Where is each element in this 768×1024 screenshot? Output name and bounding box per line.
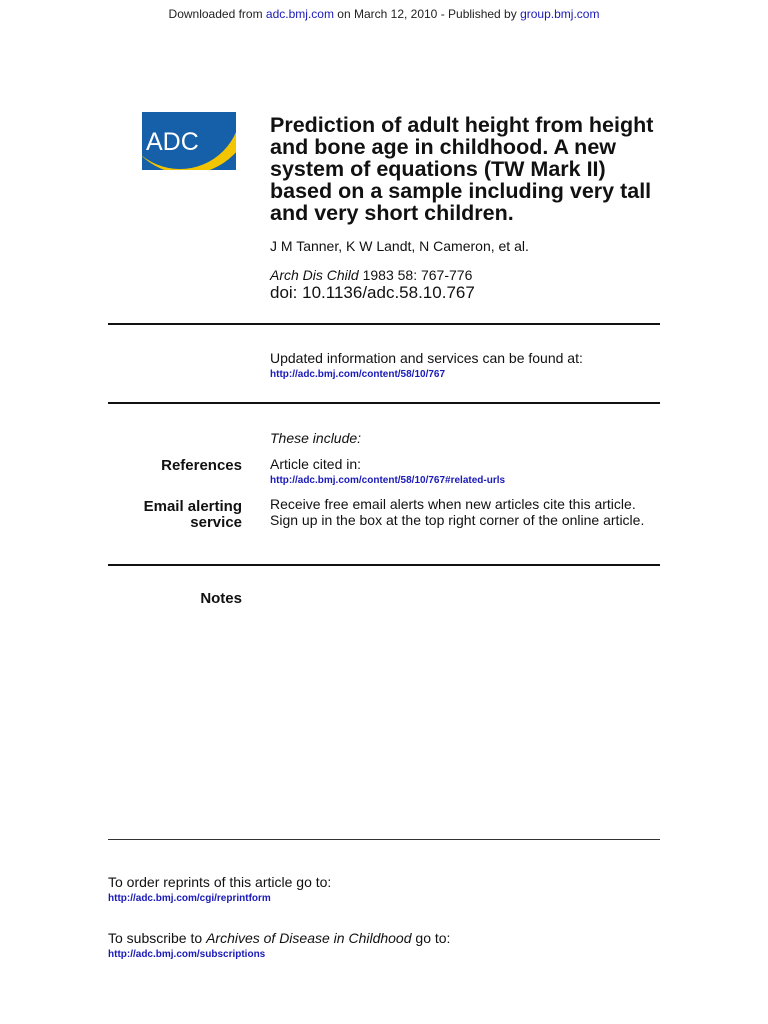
subscribe-prefix: To subscribe to xyxy=(108,930,207,946)
includes-heading: These include: xyxy=(270,430,362,446)
download-notice xyxy=(0,7,768,21)
notes-label: Notes xyxy=(200,590,242,607)
journal-name: Arch Dis Child xyxy=(270,267,359,283)
journal-logo xyxy=(142,112,236,170)
article-doi: doi: 10.1136/adc.58.10.767 xyxy=(270,283,475,302)
reprint-text: To order reprints of this article go to: xyxy=(108,874,332,890)
logo-text: ADC xyxy=(146,128,199,156)
article-citation xyxy=(270,267,472,283)
divider xyxy=(108,402,660,404)
divider xyxy=(108,564,660,566)
email-label-line-1: Email alerting xyxy=(143,498,242,515)
email-alert-text: Receive free email alerts when new articles cite this article. Sign up in the box at the top right corner of the online article. xyxy=(270,496,645,528)
updated-info-text: Updated information and services can be found at: xyxy=(270,350,583,366)
cited-in-text: Article cited in: xyxy=(270,456,362,472)
email-alerting-label xyxy=(82,499,242,531)
cited-in-link[interactable]: http://adc.bmj.com/content/58/10/767#related-urls xyxy=(270,475,506,486)
subscribe-suffix: go to: xyxy=(411,930,451,946)
download-prefix: Downloaded from xyxy=(168,7,266,21)
subscribe-text xyxy=(108,930,450,946)
citation-details: 1983 58: 767-776 xyxy=(358,267,473,283)
divider xyxy=(108,323,660,325)
source-link[interactable]: adc.bmj.com xyxy=(265,7,334,21)
email-label-line-2: service xyxy=(190,514,242,531)
publisher-link[interactable]: group.bmj.com xyxy=(520,7,600,21)
divider xyxy=(108,839,660,840)
subscribe-link[interactable]: http://adc.bmj.com/subscriptions xyxy=(108,949,266,960)
article-title: Prediction of adult height from height and bone age in childhood. A new system of equations (TW Mark II) based on a sample including very tall and very short children. xyxy=(270,113,654,225)
adc-logo-graphic xyxy=(142,112,236,170)
references-label: References xyxy=(161,457,242,474)
reprint-link[interactable]: http://adc.bmj.com/cgi/reprintform xyxy=(108,893,271,904)
updated-info-link[interactable]: http://adc.bmj.com/content/58/10/767 xyxy=(270,369,446,380)
subscribe-journal: Archives of Disease in Childhood xyxy=(206,930,412,946)
article-authors: J M Tanner, K W Landt, N Cameron, et al. xyxy=(270,238,529,254)
download-middle: on March 12, 2010 - Published by xyxy=(333,7,521,21)
